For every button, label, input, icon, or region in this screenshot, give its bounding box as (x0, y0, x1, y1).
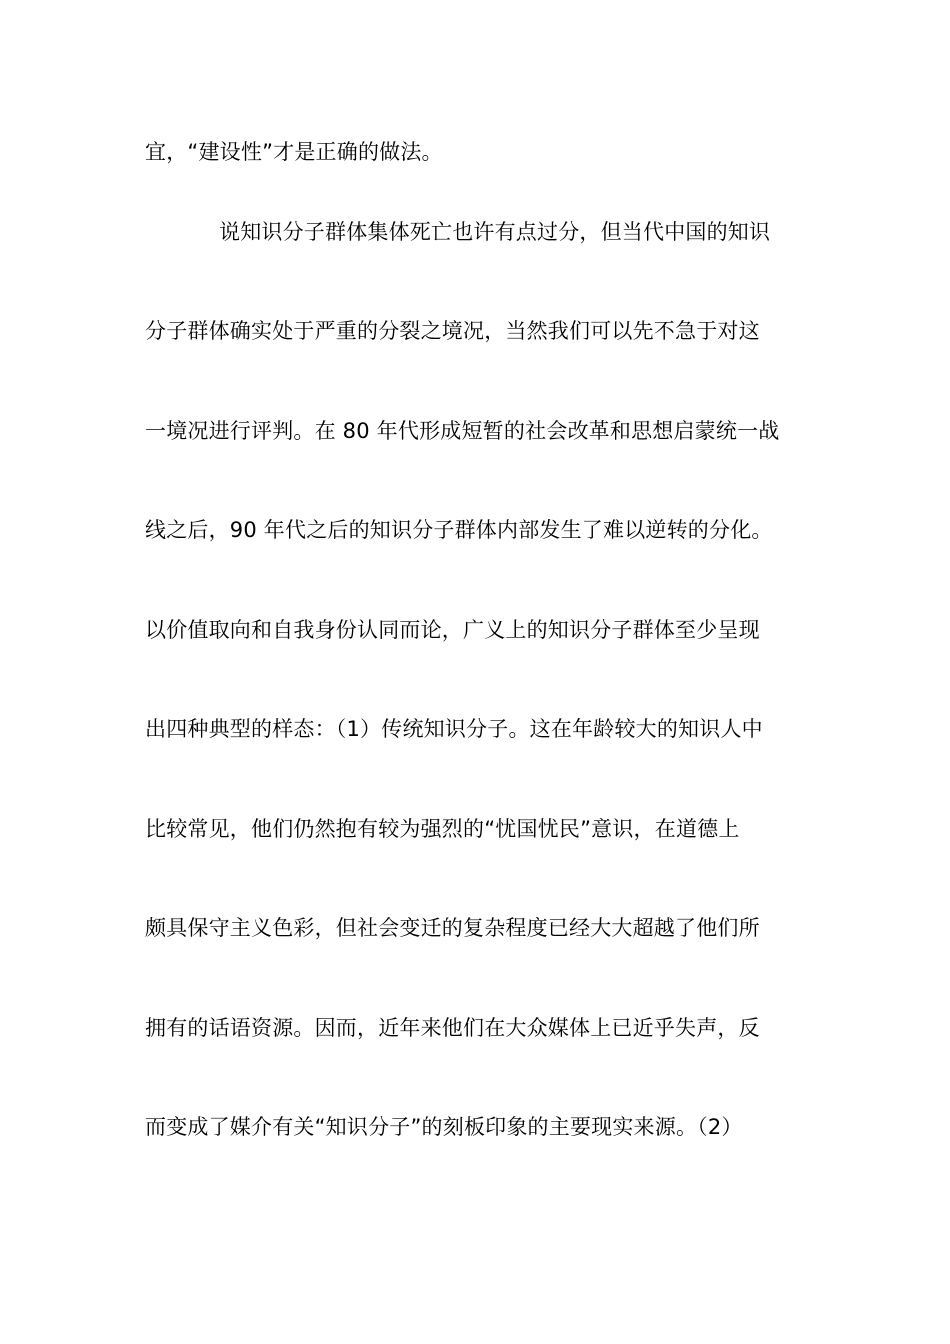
text-line-4: 一境况进行评判。在 80 年代形成短暂的社会改革和思想启蒙统一战 (145, 419, 780, 443)
text-line-1: 宜，“建设性”才是正确的做法。 (145, 140, 443, 164)
text-line-5: 线之后，90 年代之后的知识分子群体内部发生了难以逆转的分化。 (145, 518, 773, 542)
text-line-2: 说知识分子群体集体死亡也许有点过分，但当代中国的知识 (219, 220, 771, 244)
text-line-10: 拥有的话语资源。因而，近年来他们在大众媒体上已近乎失声，反 (145, 1016, 760, 1040)
text-line-11: 而变成了媒介有关“知识分子”的刻板印象的主要现实来源。（2） (145, 1115, 743, 1139)
text-line-7: 出四种典型的样态：（1）传统知识分子。这在年龄较大的知识人中 (145, 717, 763, 741)
text-line-3: 分子群体确实处于严重的分裂之境况，当然我们可以先不急于对这 (145, 319, 760, 343)
text-line-9: 颇具保守主义色彩，但社会变迁的复杂程度已经大大超越了他们所 (145, 916, 760, 940)
text-line-6: 以价值取向和自我身份认同而论，广义上的知识分子群体至少呈现 (145, 618, 760, 642)
text-line-8: 比较常见，他们仍然抱有较为强烈的“忧国忧民”意识，在道德上 (145, 817, 740, 841)
